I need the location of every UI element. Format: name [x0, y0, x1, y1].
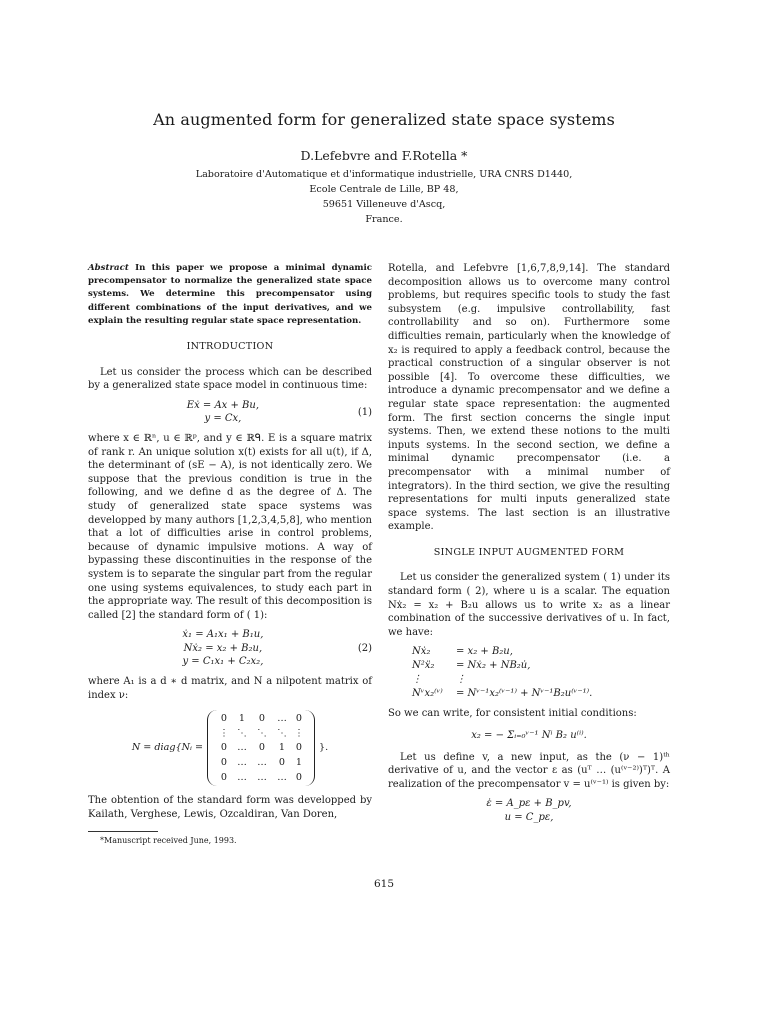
equation-lhs: Nᵛx₂⁽ᵛ⁾ — [412, 688, 443, 700]
paragraph: Let us define v, a new input, as the (ν − 1)ᵗʰ derivative of u, and the vector ε as (uᵀ … (u⁽ᵛ⁻²⁾)ᵀ)ᵀ. A realization of the precompensator v = u⁽ᵛ⁻¹⁾ is given by: — [388, 751, 670, 790]
derivative-system — [412, 645, 670, 701]
matrix-cell: 1 — [295, 757, 303, 769]
equation-number: (2) — [357, 642, 372, 654]
affiliation — [0, 167, 768, 227]
matrix — [207, 710, 315, 786]
sum-equation: x₂ = − Σᵢ₌₀ᵛ⁻¹ Nⁱ B₂ u⁽ⁱ⁾. — [471, 730, 587, 742]
paragraph: So we can write, for consistent initial conditions: — [388, 708, 637, 720]
right-column — [388, 262, 670, 831]
matrix-cell: 0 — [220, 742, 228, 754]
equation-rhs: ⋮ — [456, 674, 466, 686]
matrix-cell: 0 — [220, 771, 228, 783]
nilpotent-matrix — [88, 710, 372, 786]
matrix-cell: 0 — [258, 742, 266, 754]
matrix-cell: … — [237, 742, 247, 754]
precompensator-equation — [388, 797, 670, 824]
matrix-suffix: }. — [318, 742, 329, 754]
equation-1 — [88, 399, 372, 426]
abstract — [88, 262, 372, 328]
matrix-cell: ⋱ — [277, 727, 287, 739]
paragraph: Let us consider the process which can be described by a generalized state space model in continuous time: — [88, 366, 372, 392]
paper-title: An augmented form for generalized state space systems — [153, 110, 615, 129]
equation-line: ε̇ = A_pε + B_pv, — [486, 798, 572, 810]
matrix-cell: … — [257, 757, 267, 769]
affiliation-line: Ecole Centrale de Lille, BP 48, — [309, 184, 459, 195]
equation-rhs: = Nẋ₂ + NB₂u̇, — [456, 660, 531, 672]
matrix-cell: 1 — [238, 713, 246, 725]
matrix-cell: 0 — [278, 757, 286, 769]
footnote: *Manuscript received June, 1993. — [100, 836, 237, 845]
matrix-cell: ⋮ — [219, 727, 229, 739]
matrix-cell: … — [257, 771, 267, 783]
matrix-cell: 0 — [295, 713, 303, 725]
equation-rhs: = Nᵛ⁻¹x₂⁽ᵛ⁻¹⁾ + Nᵛ⁻¹B₂u⁽ᵛ⁻¹⁾. — [456, 688, 593, 700]
equation-lhs: Nẋ₂ — [412, 646, 431, 658]
paragraph: where x ∈ ℝⁿ, u ∈ ℝᵖ, and y ∈ ℝᑫ. E is a square matrix of rank r. An unique solution x(t) exists for all u(t), if Δ, the determinant of (sE − A), is not identically zero. We suppose that the previous condition is true in the following, and we define d as the degree of Δ. The study of generalized state space systems was developped by many authors [1,2,3,4,5,8], who mention that a lot of difficulties arise in control problems, because of dynamic impulsive motions. A way of bypassing these discontinuities in the response of the system is to separate the singular part from the regular one using systems equivalences, to study each part in the appropriate way. The result of this decomposition is called [2] the standard form of ( 1): — [88, 432, 372, 621]
paragraph: Let us consider the generalized system ( 1) under its standard form ( 2), where u is a scalar. The equation Nẋ₂ = x₂ + B₂u allows us to write x₂ as a linear combination of the successive derivatives of u. In fact, we have: — [388, 572, 670, 638]
matrix-cell: ⋱ — [237, 727, 247, 739]
matrix-cell: 0 — [220, 757, 228, 769]
authors: D.Lefebvre and F.Rotella * — [300, 148, 468, 163]
matrix-cell: 1 — [278, 742, 286, 754]
abstract-label: Abstract — [88, 263, 129, 273]
matrix-cell: … — [277, 713, 287, 725]
section-heading-introduction: INTRODUCTION — [186, 341, 274, 353]
equation-line: y = C₁x₁ + C₂x₂, — [182, 656, 264, 668]
matrix-cell: 0 — [295, 771, 303, 783]
matrix-cell: 0 — [295, 742, 303, 754]
equation-2 — [88, 628, 372, 669]
affiliation-line: 59651 Villeneuve d'Ascq, — [322, 199, 446, 210]
matrix-cell: … — [237, 771, 247, 783]
paragraph: The obtention of the standard form was developped by Kailath, Verghese, Lewis, Ozcaldiran, Van Doren, — [88, 795, 372, 820]
affiliation-line: France. — [365, 214, 403, 225]
affiliation-line: Laboratoire d'Automatique et d'informatique industrielle, URA CNRS D1440, — [195, 169, 573, 180]
matrix-cell: ⋮ — [294, 727, 304, 739]
equation-line: ẋ₁ = A₁x₁ + B₁u, — [182, 629, 264, 641]
footnote-rule — [88, 831, 158, 832]
matrix-cell: 0 — [220, 713, 228, 725]
matrix-prefix: N = diag{Nᵢ = — [131, 742, 203, 754]
matrix-cell: … — [277, 771, 287, 783]
equation-lhs: N²ẍ₂ — [412, 660, 435, 672]
equation-number: (1) — [357, 406, 372, 418]
matrix-cell: … — [237, 757, 247, 769]
paragraph: where A₁ is a d ∗ d matrix, and N a nilpotent matrix of index ν: — [88, 676, 372, 701]
equation-line: y = Cx, — [204, 413, 242, 425]
section-heading-single-input: SINGLE INPUT AUGMENTED FORM — [433, 546, 625, 558]
equation-line: Nẋ₂ = x₂ + B₂u, — [183, 642, 263, 654]
equation-line: u = C_pε, — [504, 812, 554, 823]
abstract-text: In this paper we propose a minimal dynamic precompensator to normalize the generalized state space systems. We determine this precompensator using different combinations of the input derivatives, and we explain the resulting regular state space representation. — [88, 263, 372, 326]
page-number: 615 — [373, 878, 395, 890]
equation-line: Eẋ = Ax + Bu, — [186, 399, 260, 411]
equation-lhs: ⋮ — [412, 674, 422, 686]
matrix-cell: ⋱ — [257, 727, 267, 739]
paragraph: Rotella, and Lefebvre [1,6,7,8,9,14]. The standard decomposition allows us to overcome many control problems, but requires specific tools to study the fast subsystem (e.g. impulsive controllability, fast controllability and so on). Furthermore some difficulties remain, particularly when the knowledge of x₂ is required to apply a feedback control, because the practical construction of a singular observer is not possible [4]. To overcome these difficulties, we introduce a dynamic precompensator and we define a regular state space representation: the augmented form. The first section concerns the single input systems. Then, we extend these notions to the multi inputs systems. In the second section, we define a minimal dynamic precompensator (i.e. a precompensator with a minimal number of integrators). In the third section, we give the resulting representations for multi inputs generalized state space systems. The last section is an illustrative example. — [388, 263, 670, 533]
left-column — [88, 262, 372, 821]
equation-rhs: = x₂ + B₂u, — [456, 646, 513, 658]
matrix-cell: 0 — [258, 713, 266, 725]
